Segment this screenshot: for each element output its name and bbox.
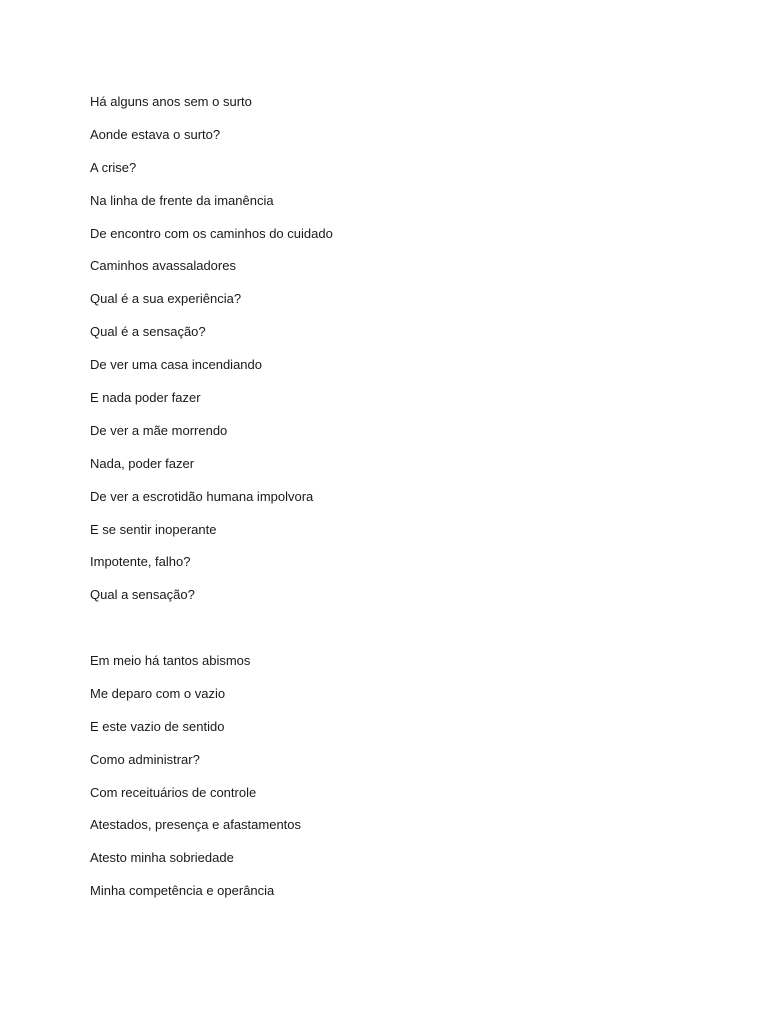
poem-line: Caminhos avassaladores [90,258,236,274]
poem-line: A crise? [90,159,137,175]
poem-stanza-2 [90,651,690,914]
poem-line: De ver uma casa incendiando [90,357,262,373]
poem-line: Como administrar? [90,751,200,767]
poem-line: De ver a escrotidão humana impolvora [90,488,314,504]
poem-line: Qual a sensação? [90,587,195,603]
poem-line: E este vazio de sentido [90,718,225,734]
poem-line: Nada, poder fazer [90,455,195,471]
poem-line: Aonde estava o surto? [90,126,221,142]
poem-line: Qual é a sua experiência? [90,291,242,307]
poem-line: De encontro com os caminhos do cuidado [90,225,333,241]
poem-line: Atesto minha sobriedade [90,850,234,866]
poem-line: Me deparo com o vazio [90,685,226,701]
poem-line: Atestados, presença e afastamentos [90,817,302,833]
poem-line: Na linha de frente da imanência [90,192,274,208]
poem-line: E nada poder fazer [90,390,201,406]
poem-line: Há alguns anos sem o surto [90,94,252,109]
poem-line: Minha competência e operância [90,883,275,899]
poem-line: Impotente, falho? [90,554,191,570]
poem-line: Qual é a sensação? [90,324,206,340]
poem-line: De ver a mãe morrendo [90,422,228,438]
poem-line: Com receituários de controle [90,784,257,800]
poem-line: Em meio há tantos abismos [90,653,251,668]
poem-line: E se sentir inoperante [90,521,217,537]
poem-stanza-1 [90,92,690,618]
